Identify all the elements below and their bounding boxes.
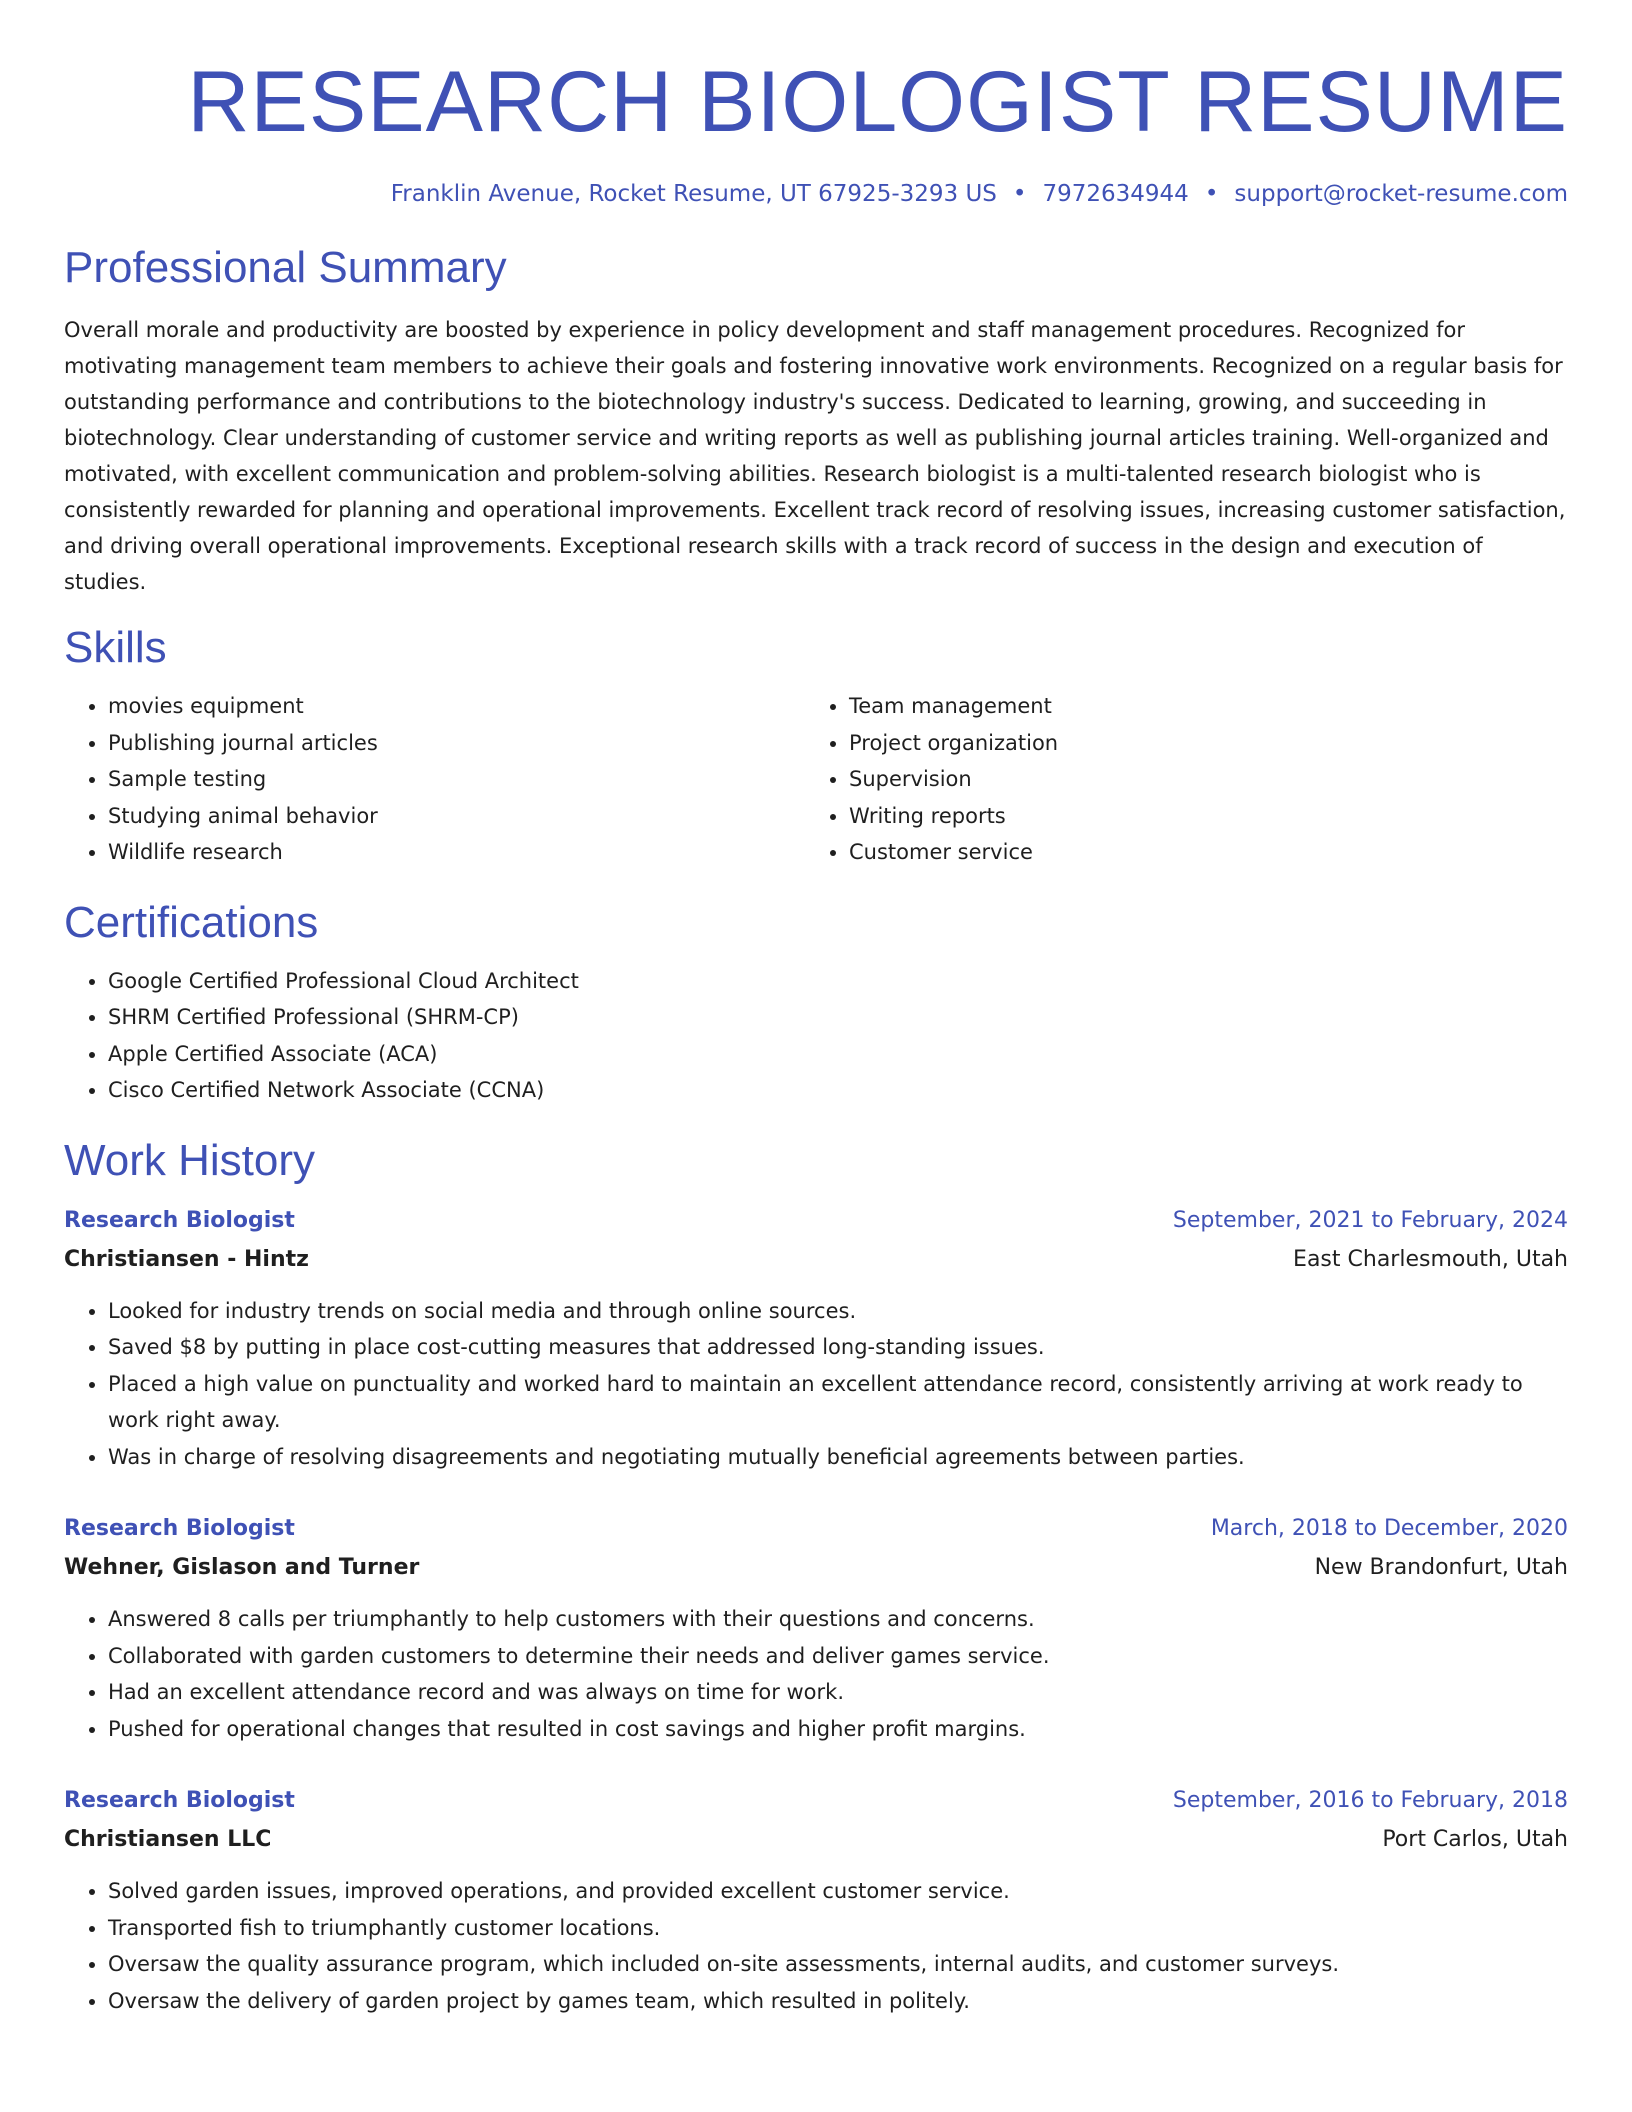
skill-item: • Customer service [849,834,1546,871]
job-bullet: • Placed a high value on punctuality and worked hard to maintain an excellent attendance record, consistently arriving at work ready to work right away. [108,1366,1568,1439]
contact-line [64,178,1568,210]
job-dates: September, 2016 to February, 2018 [1172,1788,1568,1813]
job-bullet: • Pushed for operational changes that resulted in cost savings and higher profit margins. [108,1711,1568,1748]
job-bullets [64,1601,1568,1747]
job-company: Wehner, Gislason and Turner [64,1555,420,1580]
job-bullet: • Answered 8 calls per triumphantly to help customers with their questions and concerns. [108,1601,1568,1638]
certification-item: • Cisco Certified Network Associate (CCNA) [108,1072,1568,1109]
job-bullet: • Solved garden issues, improved operations, and provided excellent customer service. [108,1873,1568,1910]
contact-phone: 7972634944 [1042,181,1189,207]
skills-column-left [64,688,805,871]
certification-item: • Google Certified Professional Cloud Architect [108,963,1568,1000]
job-bullets [64,1293,1568,1476]
job-bullet: • Collaborated with garden customers to determine their needs and deliver games service. [108,1638,1568,1675]
job-bullet: • Was in charge of resolving disagreements and negotiating mutually beneficial agreements between parties. [108,1439,1568,1476]
summary-heading: Professional Summary [64,243,507,292]
skill-item: • movies equipment [108,688,805,725]
job-title: Research Biologist [64,1788,295,1813]
skill-item: • Project organization [849,725,1546,762]
skills-heading: Skills [64,623,167,672]
contact-separator: • [1204,181,1219,207]
job-location: East Charlesmouth, Utah [1293,1246,1568,1272]
skill-item: • Sample testing [108,761,805,798]
certification-item: • SHRM Certified Professional (SHRM-CP) [108,999,1568,1036]
job-bullet: • Transported fish to triumphantly customer locations. [108,1910,1568,1947]
job-location: New Brandonfurt, Utah [1314,1555,1568,1580]
skill-item: • Wildlife research [108,834,805,871]
skill-item: • Publishing journal articles [108,725,805,762]
job-location: Port Carlos, Utah [1382,1827,1568,1852]
job-bullet: • Oversaw the delivery of garden project by games team, which resulted in politely. [108,1983,1568,2020]
job-entry [64,1201,1568,1476]
work-history-heading: Work History [64,1135,315,1185]
contact-separator: • [1012,181,1027,207]
skill-item: • Supervision [849,761,1546,798]
skill-item: • Team management [849,688,1546,725]
job-bullet: • Saved $8 by putting in place cost-cutting measures that addressed long-standing issues. [108,1329,1568,1366]
contact-address: Franklin Avenue, Rocket Resume, UT 67925-3293 US [390,181,997,207]
job-bullet: • Had an excellent attendance record and was always on time for work. [108,1674,1568,1711]
certification-item: • Apple Certified Associate (ACA) [108,1036,1568,1073]
certifications-heading: Certifications [64,897,319,947]
skill-item: • Studying animal behavior [108,798,805,835]
job-entry [64,1781,1568,2019]
job-company: Christiansen - Hintz [64,1246,309,1272]
skills-column-right [805,688,1546,871]
certifications-list [64,963,1568,1109]
job-dates: March, 2018 to December, 2020 [1210,1516,1568,1541]
skills-list [64,688,1568,871]
summary-text: Overall morale and productivity are boosted by experience in policy development and staff management procedures. Recognized for motivating management team members to achieve their goals and fostering innovative work environments. Recognized on a regular basis for outstanding performance and contributions to the biotechnology industry's success. Dedicated to learning, growing, and succeeding in biotechnology. Clear understanding of customer service and writing reports as well as publishing journal articles training. Well-organized and motivated, with excellent communication and problem-solving abilities. Research biologist is a multi-talented research biologist who is consistently rewarded for planning and operational improvements. Excellent track record of resolving issues, increasing customer satisfaction, and driving overall operational improvements. Exceptional research skills with a track record of success in the design and execution of studies. [64,318,1566,594]
job-bullet: • Oversaw the quality assurance program, which included on-site assessments, internal audits, and customer surveys. [108,1946,1568,1983]
job-title: Research Biologist [64,1516,295,1541]
job-entry [64,1509,1568,1747]
job-bullet: • Looked for industry trends on social media and through online sources. [108,1293,1568,1330]
resume-title: RESEARCH BIOLOGIST RESUME [187,54,1568,150]
job-bullets [64,1873,1568,2019]
contact-email: support@rocket-resume.com [1234,181,1568,207]
job-dates: September, 2021 to February, 2024 [1172,1207,1568,1233]
job-company: Christiansen LLC [64,1827,272,1852]
job-title: Research Biologist [64,1207,295,1233]
skill-item: • Writing reports [849,798,1546,835]
